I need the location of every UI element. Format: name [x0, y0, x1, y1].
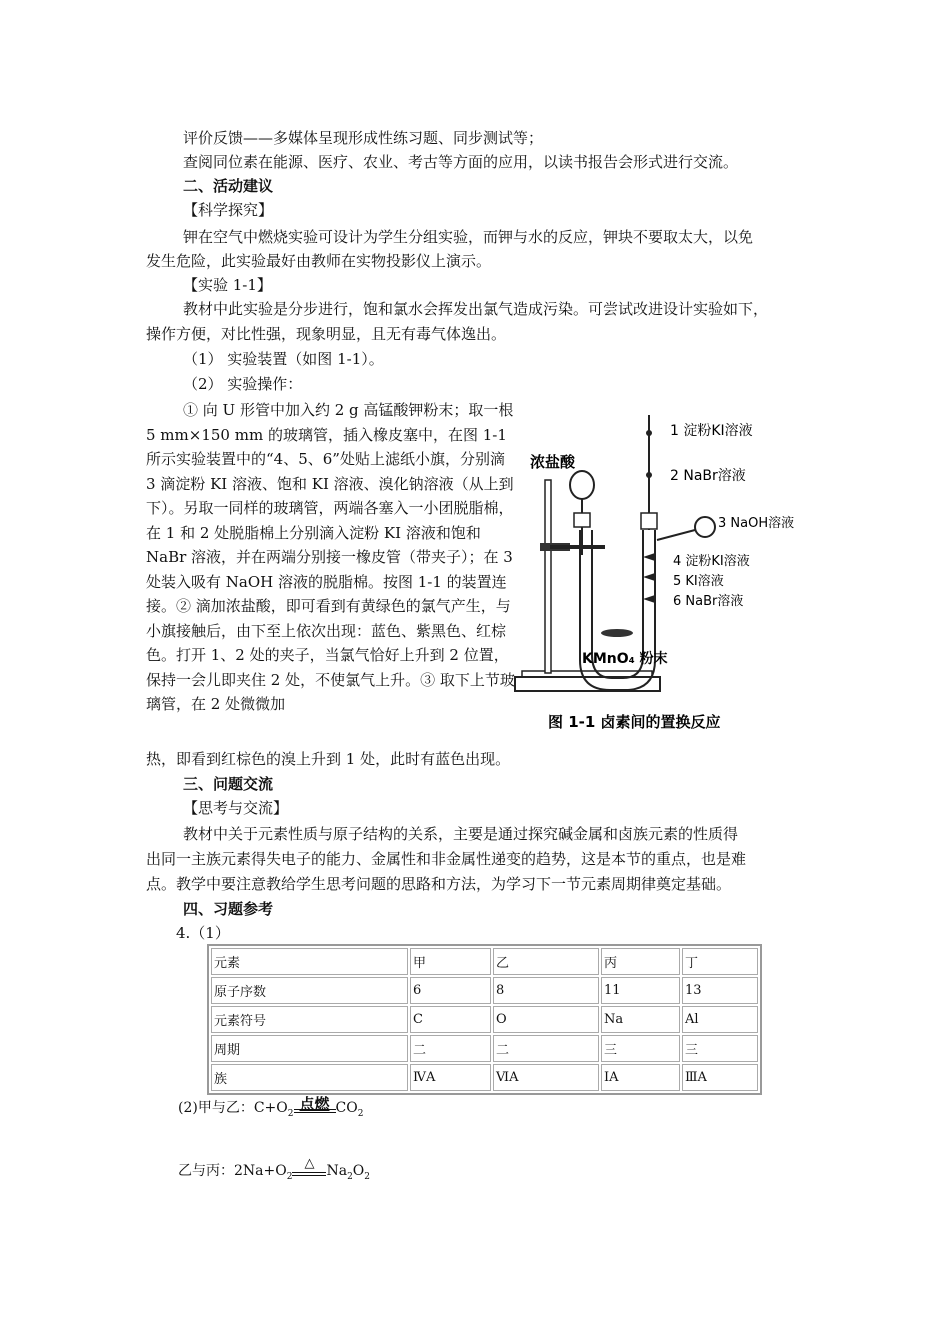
tag-label: 【实验 1-1】	[183, 276, 272, 294]
table-cell: ⅣA	[410, 1064, 491, 1091]
text-line: 热，即看到红棕色的溴上升到 1 处，此时有蓝色出现。	[146, 750, 511, 768]
table-row	[211, 948, 758, 975]
table-cell: ⅠA	[601, 1064, 680, 1091]
tag-label: 【科学探究】	[183, 201, 274, 219]
label-4: 4 淀粉KI溶液	[673, 554, 750, 569]
table-cell: 原子序数	[211, 977, 408, 1004]
text-line: 出同一主族元素得失电子的能力、金属性和非金属性递变的趋势，这是本节的重点，也是难	[146, 850, 747, 868]
text-line: （2） 实验操作：	[183, 375, 303, 393]
table-cell: 族	[211, 1064, 408, 1091]
eq-condition: 点燃	[299, 1094, 330, 1113]
table-row	[211, 1035, 758, 1062]
text-line: 查阅同位素在能源、医疗、农业、考古等方面的应用，以读书报告会形式进行交流。	[183, 153, 739, 171]
table-cell: 8	[493, 977, 599, 1004]
text-line: 发生危险，此实验最好由教师在实物投影仪上演示。	[146, 252, 492, 270]
table-cell: ⅥA	[493, 1064, 599, 1091]
table-row	[211, 977, 758, 1004]
table-cell: 乙	[493, 948, 599, 975]
table-cell: 13	[682, 977, 758, 1004]
eq-prefix: 乙与丙：	[178, 1163, 234, 1179]
table-cell: 三	[601, 1035, 680, 1062]
experiment-procedure	[146, 398, 518, 717]
section-heading: 四、习题参考	[183, 900, 274, 918]
table-cell: 元素符号	[211, 1006, 408, 1033]
text-line: 操作方便，对比性强，现象明显，且无有毒气体逸出。	[146, 325, 507, 343]
dropping-funnel	[570, 471, 594, 499]
section-heading: 三、问题交流	[183, 775, 274, 793]
table-cell: 二	[410, 1035, 491, 1062]
eq-rhs: Na	[326, 1163, 348, 1179]
acid-label: 浓盐酸	[530, 453, 576, 471]
label-6: 6 NaBr溶液	[673, 594, 744, 609]
tag-label: 【思考与交流】	[183, 799, 289, 817]
eq-rhs-tail: O	[352, 1163, 365, 1179]
table-cell: ⅢA	[682, 1064, 758, 1091]
table-cell: 丁	[682, 948, 758, 975]
label-5: 5 KI溶液	[673, 574, 724, 589]
apparatus-figure	[510, 405, 800, 740]
section-heading: 二、活动建议	[183, 177, 274, 195]
eq-lhs: 2Na+O	[234, 1163, 287, 1179]
equation-1: (2)甲与乙：$C+O_2$ 点燃 $CO_2$	[178, 1094, 364, 1119]
table-row	[211, 1006, 758, 1033]
label-3: 3 NaOH溶液	[718, 516, 795, 531]
label-2: 2 NaBr溶液	[670, 468, 746, 484]
text-line: 教材中关于元素性质与原子结构的关系，主要是通过探究碱金属和卤族元素的性质得	[183, 825, 739, 843]
eq-lhs: C+O	[253, 1100, 288, 1116]
eq-rhs: CO	[335, 1100, 358, 1116]
element-table	[207, 944, 762, 1095]
table-cell: 11	[601, 977, 680, 1004]
table-cell: 甲	[410, 948, 491, 975]
table-cell: C	[410, 1006, 491, 1033]
table-cell: 二	[493, 1035, 599, 1062]
table-cell: 三	[682, 1035, 758, 1062]
stand-rod	[545, 480, 551, 673]
table-cell: Al	[682, 1006, 758, 1033]
kmno4-powder	[601, 629, 633, 637]
table-cell: 6	[410, 977, 491, 1004]
equation-2: 乙与丙：$2Na+O_2$ △ $Na_2O_2$	[178, 1155, 371, 1182]
table-cell: O	[493, 1006, 599, 1033]
figure-caption: 图 1-1 卤素间的置换反应	[548, 713, 721, 731]
table-cell: 元素	[211, 948, 408, 975]
text-line: 点。教学中要注意教给学生思考问题的思路和方法，为学习下一节元素周期律奠定基础。	[146, 875, 732, 893]
table-cell: 丙	[601, 948, 680, 975]
powder-label: KMnO₄ 粉末	[582, 651, 668, 667]
eq-prefix: (2)甲与乙：	[178, 1100, 254, 1116]
label-1: 1 淀粉KI溶液	[670, 423, 753, 439]
question-number: 4.（1）	[176, 924, 230, 942]
text-line: （1） 实验装置（如图 1-1）。	[183, 350, 384, 368]
eq-condition: △	[304, 1155, 315, 1171]
procedure-text: ① 向 U 形管中加入约 2 g 高锰酸钾粉末；取一根 5 mm×150 mm 的玻璃管，插入橡皮塞中，在图 1-1 所示实验装置中的“4、5、6”处贴上滤纸小旗，分别滴 3 滴淀粉 KI 溶液、饱和 KI 溶液、溴化钠溶液（从上到下）。另取一同样的玻璃管，两端各塞入一小团脱脂棉，在 1 和 2 处脱脂棉上分别滴入淀粉 KI 溶液和饱和 NaBr 溶液，并在两端分别接一橡皮管（带夹子）；在 3 处装入吸有 NaOH 溶液的脱脂棉。按图 1-1 的装置连接。② 滴加浓盐酸，即可看到有黄绿色的氯气产生，与小旗接触后，由下至上依次出现：蓝色、紫黑色、红棕色。打开 1、2 处的夹子，当氯气恰好上升到 2 位置，保持一会儿即夹住 2 处，不使氯气上升。③ 取下上节玻璃管，在 2 处微微加	[146, 401, 515, 713]
text-line: 钾在空气中燃烧实验可设计为学生分组实验，而钾与水的反应，钾块不要取太大，以免	[183, 228, 754, 246]
table-row	[211, 1064, 758, 1091]
text-line: 教材中此实验是分步进行，饱和氯水会挥发出氯气造成污染。可尝试改进设计实验如下，	[183, 300, 769, 318]
table-cell: 周期	[211, 1035, 408, 1062]
text-line: 评价反馈——多媒体呈现形成性练习题、同步测试等；	[183, 129, 544, 147]
table-cell: Na	[601, 1006, 680, 1033]
naoh-bulb	[695, 517, 715, 537]
